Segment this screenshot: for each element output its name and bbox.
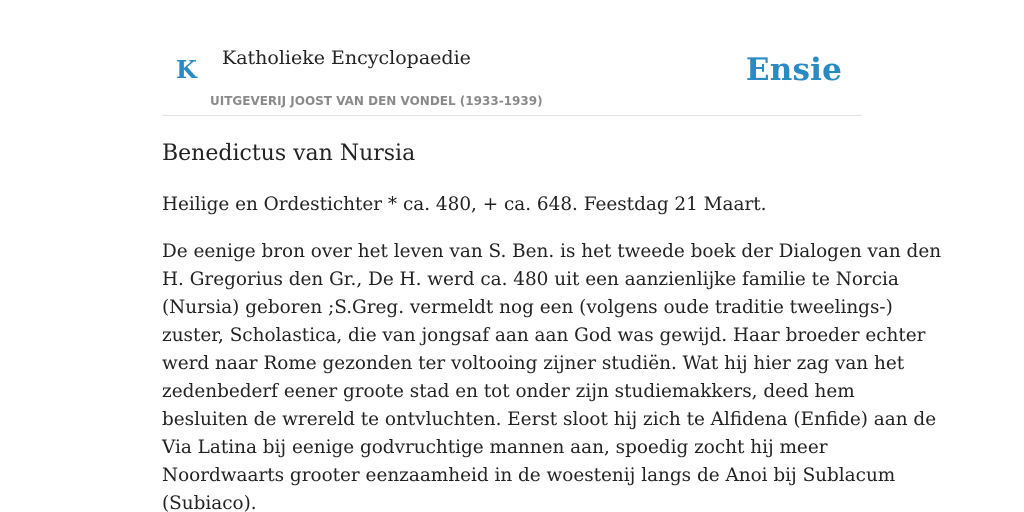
article-body: [162, 238, 942, 512]
body-line: Via Latina bij eenige godvruchtige mannen aan, spoedig zocht hij meer: [162, 437, 828, 458]
body-line: besluiten de wrereld te ontvluchten. Eerst sloot hij zich te Alfidena (Enfide) aan de: [162, 409, 937, 430]
body-line: H. Gregorius den Gr., De H. werd ca. 480 uit een aanzienlijke familie te Norcia: [162, 269, 899, 290]
body-line: (Nursia) geboren ;S.Greg. vermeldt nog een (volgens oude traditie tweelings-): [162, 297, 893, 318]
article-lead: Heilige en Ordestichter * ca. 480, + ca. 648. Feestdag 21 Maart.: [162, 194, 767, 215]
body-line: (Subiaco).: [162, 493, 257, 512]
publication-logo[interactable]: K: [176, 55, 197, 84]
article-title: Benedictus van Nursia: [162, 141, 416, 166]
site-header: [162, 0, 862, 116]
body-line: zuster, Scholastica, die van jongsaf aan aan God was gewijd. Haar broeder echter: [162, 325, 926, 346]
body-line: De eenige bron over het leven van S. Ben. is het tweede boek der Dialogen van den: [162, 241, 942, 262]
body-line: zedenbederf eener groote stad en tot onder zijn studiemakkers, deed hem: [162, 381, 855, 402]
ensie-brand-logo[interactable]: Ensie: [745, 52, 842, 88]
publication-title[interactable]: Katholieke Encyclopaedie: [222, 47, 471, 69]
body-line: Noordwaarts grooter eenzaamheid in de woestenij langs de Anoi bij Sublacum: [162, 465, 896, 486]
article: [162, 138, 942, 512]
publisher-subtitle: UITGEVERIJ JOOST VAN DEN VONDEL (1933-1939): [210, 94, 543, 108]
body-line: werd naar Rome gezonden ter voltooing zijner studiën. Wat hij hier zag van het: [162, 353, 905, 374]
